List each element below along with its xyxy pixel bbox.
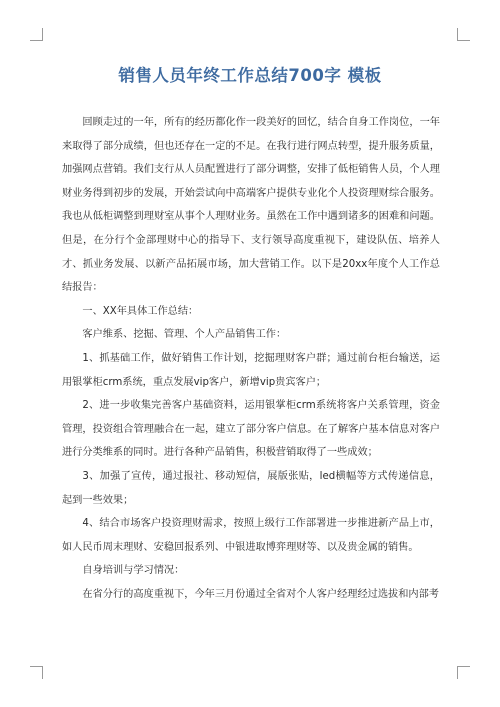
paragraph-intro: 回顾走过的一年，所有的经历都化作一段美好的回忆，结合自身工作岗位，一年来取得了部分成绩，但也还存在一定的不足。在我行进行网点转型，提升服务质量，加强网点营销。我们支行从人员配置进行了部分调整，安排了低柜销售人员，个人理财业务得到初步的发展，开始尝试向中高端客户提供专业化个人投资理财综合服务。我也从低柜调整到理财室从事个人理财业务。虽然在工作中遇到诸多的困难和问题。但是，在分行个金部理财中心的指导下、支行领导高度重视下，建设队伍、培养人才、抓业务发展、以新产品拓展市场，加大营销工作。以下是20xx年度个人工作总结报告： xyxy=(62,117,440,294)
paragraph-training: 在省分行的高度重视下，今年三月份通过全省对个人客户经理经过选拔和内部考 xyxy=(82,588,439,600)
subsection-heading-training: 自身培训与学习情况： xyxy=(82,565,185,577)
crop-mark-bottom-left xyxy=(30,666,43,679)
document-body xyxy=(62,111,440,606)
crop-mark-top-left xyxy=(30,28,43,41)
crop-mark-bottom-right xyxy=(457,666,470,679)
section-heading-work-summary: 一、XX年具体工作总结： xyxy=(82,305,199,317)
paragraph-item-4: 4、结合市场客户投资理财需求，按照上级行工作部署进一步推进新产品上市，如人民币周末理财、安稳回报系列、中银进取博弈理财等、以及贵金属的销售。 xyxy=(62,518,440,553)
paragraph-item-2: 2、进一步收集完善客户基础资料，运用银掌柜crm系统将客户关系管理，资金管理，投资组合管理融合在一起，建立了部分客户信息。在了解客户基本信息对客户进行分类维系的同时。进行各种产品销售，积极营销取得了一些成效； xyxy=(62,400,440,459)
crop-mark-top-right xyxy=(457,28,470,41)
subsection-heading-customer: 客户维系、挖掘、管理、个人产品销售工作： xyxy=(82,329,287,341)
paragraph-item-1: 1、抓基础工作，做好销售工作计划，挖掘理财客户群；通过前台柜台输送，运用银掌柜crm系统，重点发展vip客户，新增vip贵宾客户； xyxy=(62,352,440,388)
paragraph-item-3: 3、加强了宣传，通过报社、移动短信，展版张贴，led横幅等方式传递信息，起到一些效果； xyxy=(62,470,440,506)
document-title: 销售人员年终工作总结700字 模板 xyxy=(118,66,382,85)
